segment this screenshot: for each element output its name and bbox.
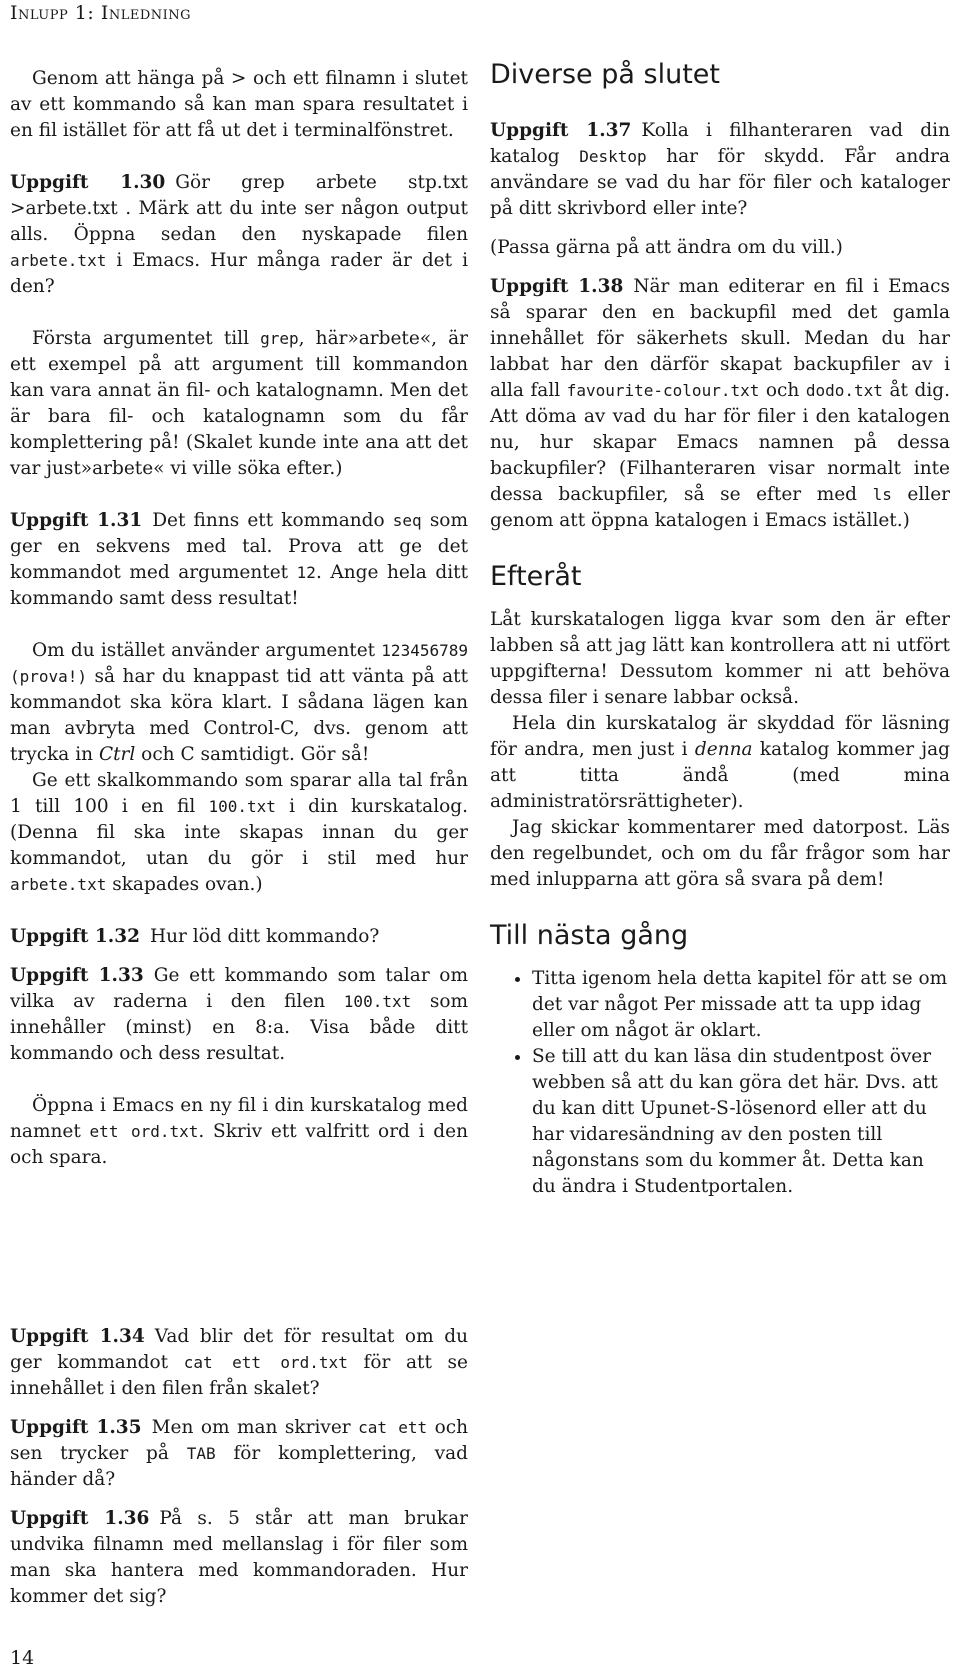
task-label: Uppgift 1.37 <box>490 120 632 141</box>
section-heading-nasta: Till nästa gång <box>490 920 689 951</box>
list-item: • Se till att du kan läsa din studentpost över webben så att du kan göra det här. Dvs. att du kan ditt Upunet-S-lösenord eller att du har vidaresändning av den posten till någonstans som du kommer åt. Detta kan du ändra i Studentportalen. <box>532 1044 950 1200</box>
paragraph-seq-interrupt: Om du istället använder argumentet 123456789 (prova!) så har du knappast tid att vänta på att kommandot ska köra klart. I sådana lägen kan man avbryta med Control-C, dvs. genom att trycka in Ctrl och C samtidigt. Gör så! <box>10 640 468 765</box>
left-column <box>10 66 468 1171</box>
list-item: • Titta igenom hela detta kapitel för att se om det var något Per missade att ta upp idag eller om något är oklart. <box>532 966 950 1044</box>
task-label: Uppgift 1.35 <box>10 1417 142 1438</box>
task-label: Uppgift 1.30 <box>10 172 166 193</box>
task-1-36: Uppgift 1.36 På s. 5 står att man brukar undvika filnamn med mellanslag i för filer som man ska hantera med kommandoraden. Hur kommer det sig? <box>10 1508 468 1607</box>
task-label: Uppgift 1.33 <box>10 965 144 986</box>
section-heading-efterat: Efteråt <box>490 561 582 592</box>
task-1-30: Uppgift 1.30 Gör grep arbete stp.txt >arbete.txt . Märk att du inte ser någon output alls. Öppna sedan den nyskapade filen arbete.txt i Emacs. Hur många rader är det i den? <box>10 172 468 297</box>
paragraph-efterat-3: Jag skickar kommentarer med datorpost. Läs den regelbundet, och om du får frågor som har med inlupparna att göra så svara på dem! <box>490 817 950 890</box>
task-1-35: Uppgift 1.35 Men om man skriver cat ett och sen trycker på TAB för komplettering, vad händer då? <box>10 1417 469 1490</box>
task-label: Uppgift 1.32 <box>10 926 140 947</box>
task-1-34: Uppgift 1.34 Vad blir det för resultat om du ger kommandot cat ett ord.txt för att se innehållet i den filen från skalet? <box>10 1326 468 1399</box>
task-1-37: Uppgift 1.37 Kolla i filhanteraren vad din katalog Desktop har för skydd. Får andra användare se vad du har för filer och kataloger på ditt skrivbord eller inte? <box>490 120 950 219</box>
task-label: Uppgift 1.31 <box>10 510 143 531</box>
paragraph-seq-to-file: Ge ett skalkommando som sparar alla tal från 1 till 100 i en fil 100.txt i din kurskatalog. (Denna fil ska inte skapas innan du ger kommandot, utan du gör i stil med hur arbete.txt skapades ovan.) <box>10 770 468 895</box>
task-1-38: Uppgift 1.38 När man editerar en fil i Emacs så sparar den en backupfil med det gamla innehållet för säkerhets skull. Medan du har labbat har den därför skapat backupfiler av i alla fall favourite-colour.txt och dodo.txt åt dig. Att döma av vad du har för filer i den katalogen nu, hur skapar Emacs namnen på dessa backupfiler? (Filhanteraren visar normalt inte dessa backupfiler, så se efter med ls eller genom att öppna katalogen i Emacs istället.) <box>490 276 950 531</box>
todo-list <box>490 966 950 1200</box>
paragraph-new-file: Öppna i Emacs en ny fil i din kurskatalog med namnet ett ord.txt. Skriv ett valfritt ord i den och spara. <box>10 1095 469 1168</box>
bottom-tasks <box>10 1324 468 1610</box>
task-1-32: Uppgift 1.32 Hur löd ditt kommando? <box>10 926 380 947</box>
page-number: 14 <box>10 1647 35 1669</box>
paragraph-efterat-2: Hela din kurskatalog är skyddad för läsning för andra, men just i denna katalog kommer jag att titta ändå (med mina administratörsrättigheter). <box>490 713 950 812</box>
paragraph-redirect-intro: Genom att hänga på > och ett filnamn i slutet av ett kommando så kan man spara resultatet i en fil istället för att få ut det i terminalfönstret. <box>10 68 468 141</box>
paragraph-efterat-1: Låt kurskatalogen ligga kvar som den är efter labben så att jag lätt kan kontrollera att ni utfört uppgifterna! Dessutom kommer ni att behöva dessa filer i senare labbar också. <box>490 609 950 708</box>
task-1-31: Uppgift 1.31 Det finns ett kommando seq som ger en sekvens med tal. Prova att ge det kommandot med argumentet 12. Ange hela ditt kommando samt dess resultat! <box>10 510 469 609</box>
section-heading-diverse: Diverse på slutet <box>490 59 720 90</box>
right-column <box>490 58 950 1200</box>
paragraph-passa: (Passa gärna på att ändra om du vill.) <box>490 237 843 258</box>
running-header: Inlupp 1: Inledning <box>10 2 192 24</box>
task-label: Uppgift 1.38 <box>490 276 624 297</box>
task-label: Uppgift 1.34 <box>10 1326 145 1347</box>
paragraph-grep-argument: Första argumentet till grep, här»arbete«, är ett exempel på att argument till kommandon kan vara annat än fil- och katalognamn. Men det är bara fil- och katalognamn som du får komplettering på! (Skalet kunde inte ana att det var just»arbete« vi ville söka efter.) <box>10 328 468 479</box>
task-1-33: Uppgift 1.33 Ge ett kommando som talar om vilka av raderna i den filen 100.txt som innehåller (minst) en 8:a. Visa både ditt kommando och dess resultat. <box>10 965 469 1064</box>
task-label: Uppgift 1.36 <box>10 1508 150 1529</box>
